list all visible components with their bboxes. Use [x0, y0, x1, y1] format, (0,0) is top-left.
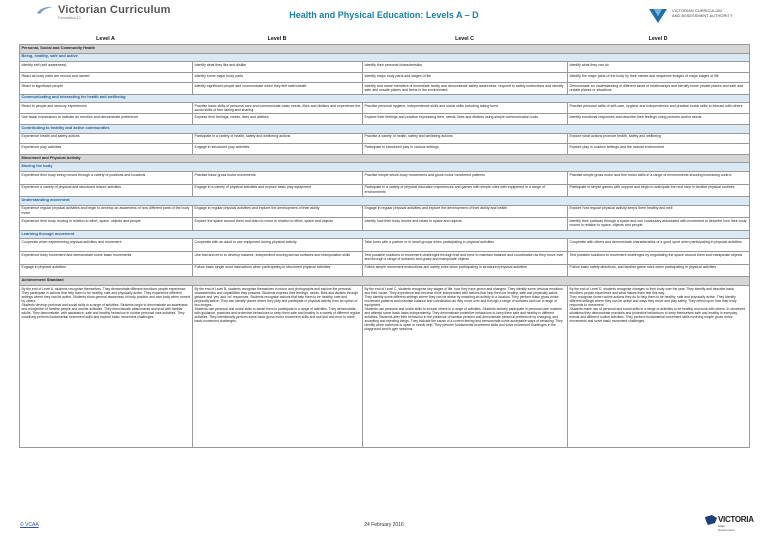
achievement-paragraph: By the end of Level B, students recognise themselves in mirror and photographs and explore the personal characteristics and capabilities they possess. Students express their feelings, needs, likes and dislikes through gesture and 'yes' and 'no' responses. Students recognise actions that help them to be healthy, safe and physically active. They can identify places where they play and participate in physical activity from an option of two images. [194, 286, 359, 307]
level-c-cell: Practise personal hygiene, independence skills and social skills including taking turns [363, 103, 568, 114]
level-a-cell: Experience body movement and demonstrate some basic movements [20, 252, 193, 265]
gov-sub-2: Government [718, 527, 735, 532]
level-b-cell: Cooperate with an adult to use equipment during physical activity [193, 239, 363, 252]
level-c-cell: Identify their personal characteristics [363, 62, 568, 73]
level-c-cell: Identify major body parts and stages of life [363, 72, 568, 83]
strand-heading: Movement and Physical Activity [20, 154, 750, 163]
level-b-cell: Participate in a variety of health, safety and wellbeing actions [193, 133, 363, 144]
level-c-cell: Take turns with a partner or in small groups when participating in physical activities [363, 239, 568, 252]
level-c-cell: Follow simple movement instructions and safety rules when participating in structured physical activities [363, 264, 568, 277]
table-row [20, 252, 750, 265]
level-d-cell [568, 285, 750, 448]
level-a-cell: React to significant people [20, 83, 193, 94]
substrand-heading: Being, healthy, safe and active [20, 53, 750, 62]
level-a-cell [20, 285, 193, 448]
level-d-cell: Identify the major parts of the body by their names and sequence images of major stages of life [568, 72, 750, 83]
table-row [20, 218, 750, 231]
level-b-cell: Explore the space around them and learn to move in relation to effort, space and objects [193, 218, 363, 231]
table-row [20, 103, 750, 114]
level-c-cell: Identify and name members of immediate family and demonstrate safety awareness, respond to safety instructions and identify safe and unsafe places and items in the environment [363, 83, 568, 94]
table-row [20, 114, 750, 125]
level-d-cell: Follow basic safety directions, and familiar game rules when participating in physical activities [568, 264, 750, 277]
level-b-cell: Use trial and error to develop balance, independent moving across surfaces and manipulation skills [193, 252, 363, 265]
table-row [20, 72, 750, 83]
substrand-heading-row [20, 94, 750, 103]
gov-word: VICTORIA [718, 515, 754, 524]
table-row [20, 83, 750, 94]
level-b-cell: Identify some major body parts [193, 72, 363, 83]
achievement-paragraph: They recognise some routine actions they do to help them to be healthy, safe and physically active. They identify different settings where they can be active and ways they move and play safely. They reflect upon how their body responds to movement. [569, 294, 737, 307]
level-a-cell: Identify self (self awareness) [20, 62, 193, 73]
table-row [20, 144, 750, 155]
level-d-cell: Test possible solutions to movement challenges by negotiating the space around them and manipulate objects [568, 252, 750, 265]
level-a-cell: Experience play activities [20, 144, 193, 155]
achievement-paragraph: Students make use of personal and social skills in a range of activities to be healthy and work with others. In structured situations they demonstrate practices and protective behaviours to keep themselves safe and healthy in everyday events and different routine activities. They perform fundamental movement skills involving simple gross motor movements and solve basic movement challenges. [569, 306, 746, 324]
level-b-header: Level B [267, 36, 287, 42]
vcaa-emblem-icon [648, 7, 668, 25]
level-c-cell: Test possible solutions to movement challenges through trial and error to maintain balance and coordination as they move over and through a range of surfaces and grasp and manipulate objects [363, 252, 568, 265]
page-title: Health and Physical Education: Levels A – D [289, 10, 479, 20]
table-row [20, 62, 750, 73]
achievement-paragraph: By the end of Level C, students recognise key stages of life, how they have grown and changed. They identify some obvious emotions and their cause. They experience and become more independent with actions that help them be healthy, safe and physically active. [364, 286, 563, 295]
table-row [20, 205, 750, 218]
table-row [20, 184, 750, 197]
level-d-cell: Identify their pathway through a space and use vocabulary associated with movement to describe how their body moves in relation to space, objects and people [568, 218, 750, 231]
level-a-cell: Use facial expressions to indicate an emotion and demonstrate preference [20, 114, 193, 125]
substrand-heading-row [20, 163, 750, 172]
level-a-cell: Experience health and safety actions [20, 133, 193, 144]
table-row [20, 264, 750, 277]
curriculum-table-body [20, 45, 750, 448]
level-d-cell: Identify what they can do [568, 62, 750, 73]
level-d-cell: Practise personal skills of self-care, hygiene and independence and practise social skills to interact with others [568, 103, 750, 114]
substrand-heading: Contributing to healthy and active communities [20, 124, 750, 133]
achievement-paragraph: They identify some different settings where they can be active by matching an activity to a location. They perform basic gross motor movement patterns and maintain balance and coordination as they move over and through a range of surfaces and use a range of equipment. [364, 294, 559, 307]
level-a-cell: Experience a variety of physical and structured leisure activities [20, 184, 193, 197]
logo-left-sub: Foundation-10 [58, 16, 81, 20]
substrand-heading: Learning through movement [20, 230, 750, 239]
level-c-cell: Practise simple whole-body movements and gross motor movement patterns [363, 171, 568, 184]
level-b-cell: Identify what they like and dislike [193, 62, 363, 73]
level-b-cell: Identify significant people and communicate when they feel safe/unsafe [193, 83, 363, 94]
table-row [20, 239, 750, 252]
strand-heading-row [20, 154, 750, 163]
strand-heading: Personal, Social and Community Health [20, 45, 750, 54]
level-b-cell: Express their feelings, needs, likes and dislikes [193, 114, 363, 125]
level-b-cell: Engage in regular physical activities and explore the development of their ability [193, 205, 363, 218]
page-header [0, 0, 768, 36]
substrand-heading: Understanding movement [20, 197, 750, 206]
strand-heading-row [20, 45, 750, 54]
level-d-cell: Explore play in outdoor settings and the natural environment [568, 144, 750, 155]
level-d-cell: Participate in simple games with support and begin to anticipate the next step in familiar physical routines [568, 184, 750, 197]
level-a-cell: Experience their body being moved through a variety of positions and locations [20, 171, 193, 184]
curriculum-grid [19, 33, 749, 448]
logo-left-name: Victorian Curriculum [58, 4, 171, 16]
level-d-cell: Demonstrate an understanding of different kinds of relationships and identify some private places and safe and unsafe places or situations [568, 83, 750, 94]
achievement-paragraph: By the end of Level D, students recognise changes to their body over the year. They identify and describe basic emotions people experience and what makes them feel this way. [569, 286, 735, 295]
victoria-map-icon [704, 514, 718, 526]
level-b-cell: Follow basic single word instructions when participating in structured physical activities [193, 264, 363, 277]
table-row [20, 133, 750, 144]
substrand-heading: Communicating and interacting for health and wellbeing [20, 94, 750, 103]
footer-date: 24 February 2016 [364, 522, 404, 528]
achievement-paragraph: Students use personal and social skills to include others in a range of activities. Students actively participate in personal care routines and attempt some basic tasks independently. They demonstrate protective behaviours to keep them safe and healthy in different activities. Students alter their behaviour in the presence of familiar persons and demonstrate personal preference by changing, and accepting and rejecting things. They indicate the cause of a current feeling and demonstrate some acceptable ways of behaving. They identify when someone is upset or needs help. They perform fundamental movement skills and solve movement challenges in the playground and in gym sessions. [364, 306, 563, 332]
level-d-cell: Practise simple gross motor and fine motor skills in a range of environments showing increasing control [568, 171, 750, 184]
level-a-header: Level A [96, 36, 115, 42]
substrand-heading-row [20, 230, 750, 239]
level-a-cell: Engage in physical activities [20, 264, 193, 277]
logo-right-line1: VICTORIAN CURRICULUM [672, 8, 722, 13]
level-c-cell: Participate in structured play in various settings [363, 144, 568, 155]
level-header-row [19, 33, 749, 44]
level-a-cell: Cooperate when experiencing physical activities and movement [20, 239, 193, 252]
level-c-cell: Identify how their body moves and relate to space and objects [363, 218, 568, 231]
achievement-paragraph: Students use personal and social skills to assist them to participate in a range of activities. They demonstrate, with guidance, practices and protective behaviours to keep them safe and healthy in a variety of different regular activities. They intentionally perform some basic gross motor movement skills and use trial and error to solve basic movement challenges. [194, 306, 361, 324]
level-d-cell: Identify emotional responses and describe their feelings using pictures and/or words [568, 114, 750, 125]
level-b-cell: Practise basic gross motor movements [193, 171, 363, 184]
logo-right-line2: AND ASSESSMENT AUTHORITY [672, 13, 733, 18]
achievement-standard-row [20, 285, 750, 448]
substrand-heading-row [20, 197, 750, 206]
level-c-cell [363, 285, 568, 448]
level-c-header: Level C [455, 36, 474, 42]
level-b-cell [193, 285, 363, 448]
level-d-cell: Explore how regular physical activity keeps them healthy and well [568, 205, 750, 218]
substrand-heading-row [20, 53, 750, 62]
level-a-cell: React as body parts are moved and named [20, 72, 193, 83]
level-b-cell: Practise basic skills of personal care and communicate basic needs, likes and dislikes and experience the social skills of turn taking and sharing [193, 103, 363, 114]
level-a-cell: Experience regular physical activities and begin to develop an awareness of how different parts of the body move [20, 205, 193, 218]
achievement-paragraph: By the end of Level A, students recognise themselves. They demonstrate different emotions people experience. They participate in actions that help them to be healthy, safe and physically active. They experience different settings where they can be active. Students show general awareness of body position and own body when moved by others. [21, 286, 190, 303]
level-a-cell: React to people and sensory experiences [20, 103, 193, 114]
level-c-cell: Engage in regular physical activities and explore the development of their ability and health [363, 205, 568, 218]
level-d-cell: Cooperate with others and demonstrate characteristics of a good sport when participating in physical activities [568, 239, 750, 252]
level-b-cell: Engage in a variety of physical activities and explore basic play equipment [193, 184, 363, 197]
gov-sub-1: State [718, 524, 726, 528]
level-d-header: Level D [648, 36, 668, 42]
level-c-cell: Explore their feelings and practise expressing their, needs, likes and dislikes using simple communication tools [363, 114, 568, 125]
level-c-cell: Participate in a variety of physical education experiences and games with simple rules with equipment in a range of environments [363, 184, 568, 197]
level-a-cell: Experience their body moving in relation to effort, space, objects and people [20, 218, 193, 231]
level-b-cell: Engage in structured play activities [193, 144, 363, 155]
strand-heading-row [20, 277, 750, 286]
vcaa-link[interactable]: © VCAA [20, 522, 39, 528]
achievement-paragraph: Students develop personal and social skills in a range of activities. Students begin to demonstrate an awareness and recognition of familiar people and routine activities. They demonstrate attachments and trust with familiar adults. They demonstrate, with assistance, safe and healthy behaviour in routine personal care activities. They coactively perform fundamental movement skills and explore basic movement challenges. [21, 302, 188, 319]
substrand-heading-row [20, 124, 750, 133]
level-d-cell: Explore what actions promote health, safety and wellbeing [568, 133, 750, 144]
curriculum-table [19, 44, 750, 448]
victoria-government-logo[interactable] [704, 512, 754, 536]
table-row [20, 171, 750, 184]
strand-heading: Achievement Standard [20, 277, 750, 286]
level-c-cell: Practise a variety of health, safety and wellbeing actions [363, 133, 568, 144]
substrand-heading: Moving the body [20, 163, 750, 172]
